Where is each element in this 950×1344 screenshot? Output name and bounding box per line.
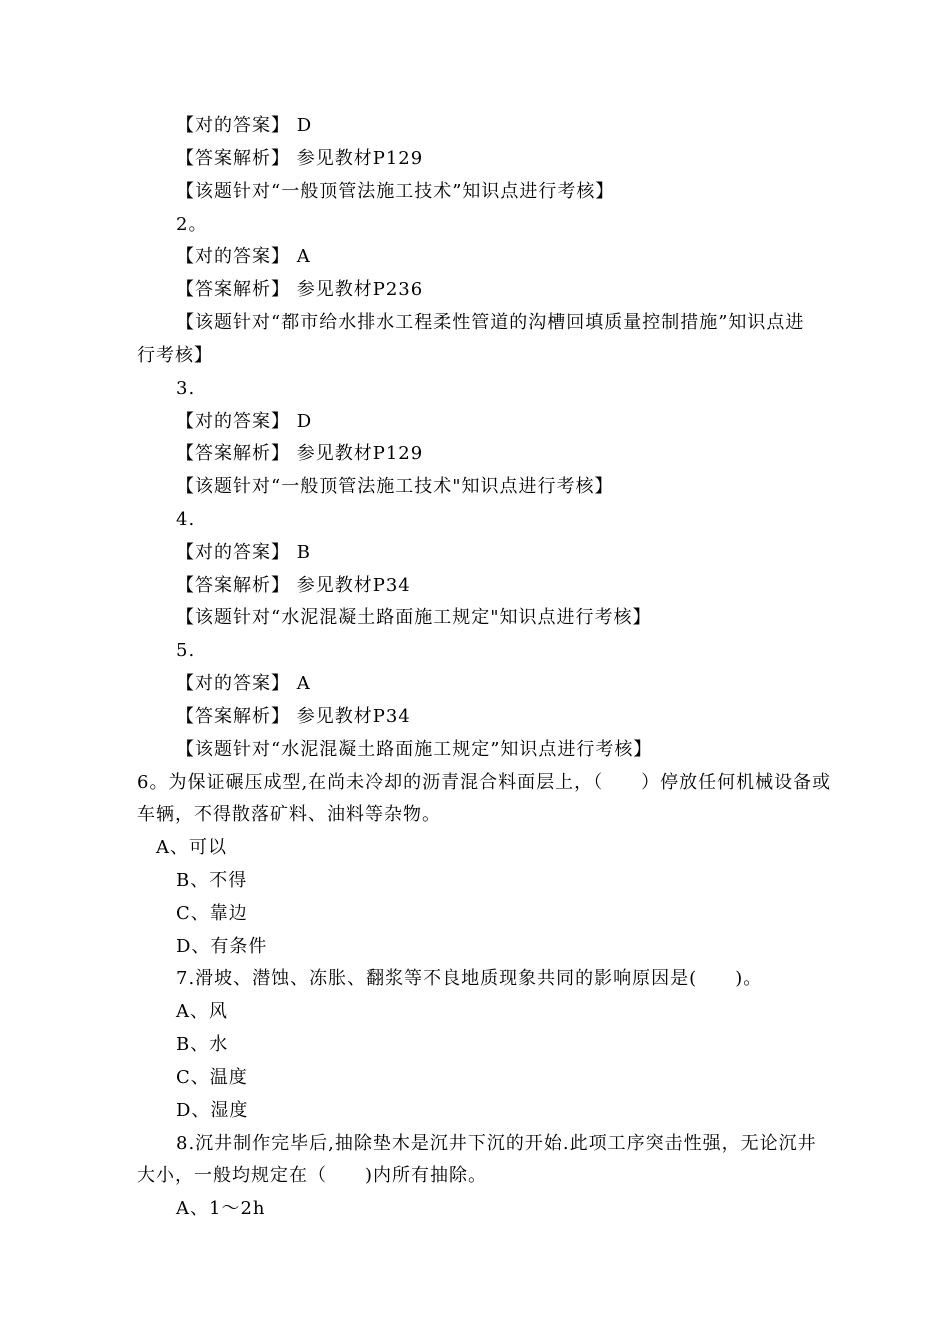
answer-line: 【对的答案】 B xyxy=(176,542,311,563)
topic-line: 【该题针对“一般顶管法施工技术"知识点进行考核】 xyxy=(176,476,614,497)
option-a: A、风 xyxy=(176,1001,228,1022)
question-text-continued: 大小，一般均规定在（ )内所有抽除。 xyxy=(137,1165,488,1186)
question-number: 4. xyxy=(176,509,196,530)
analysis-line: 【答案解析】 参见教材P236 xyxy=(176,279,424,300)
answer-line: 【对的答案】 A xyxy=(176,673,311,694)
question-text: 6。为保证碾压成型,在尚未冷却的沥青混合料面层上，（ ）停放任何机械设备或 xyxy=(137,772,832,793)
question-number: 5. xyxy=(176,640,196,661)
question-text: 7.滑坡、潜蚀、冻胀、翻浆等不良地质现象共同的影响原因是( )。 xyxy=(176,968,763,989)
topic-line: 【该题针对“一般顶管法施工技术”知识点进行考核】 xyxy=(176,181,615,202)
option-a: A、1～2h xyxy=(176,1198,266,1219)
option-d: D、有条件 xyxy=(176,936,268,957)
analysis-line: 【答案解析】 参见教材P34 xyxy=(176,706,411,727)
question-text: 8.沉井制作完毕后,抽除垫木是沉井下沉的开始.此项工序突击性强，无论沉井 xyxy=(176,1133,817,1154)
question-text-continued: 车辆，不得散落矿料、油料等杂物。 xyxy=(137,804,441,825)
topic-line: 【该题针对“水泥混凝土路面施工规定”知识点进行考核】 xyxy=(176,739,653,760)
question-number: 2。 xyxy=(176,214,208,235)
analysis-line: 【答案解析】 参见教材P129 xyxy=(176,443,424,464)
option-b: B、水 xyxy=(176,1034,229,1055)
option-c: C、温度 xyxy=(176,1067,248,1088)
option-d: D、湿度 xyxy=(176,1100,249,1121)
analysis-line: 【答案解析】 参见教材P34 xyxy=(176,575,411,596)
option-b: B、不得 xyxy=(176,870,248,891)
answer-line: 【对的答案】 A xyxy=(176,246,311,267)
topic-line-continued: 行考核】 xyxy=(137,345,213,366)
answer-line: 【对的答案】 D xyxy=(176,411,313,432)
question-number: 3. xyxy=(176,378,196,399)
topic-line: 【该题针对“水泥混凝土路面施工规定"知识点进行考核】 xyxy=(176,607,652,628)
answer-line: 【对的答案】 D xyxy=(176,115,313,136)
topic-line: 【该题针对“都市给水排水工程柔性管道的沟槽回填质量控制措施”知识点进 xyxy=(176,312,805,333)
analysis-line: 【答案解析】 参见教材P129 xyxy=(176,148,424,169)
option-a: A、可以 xyxy=(156,837,227,858)
option-c: C、靠边 xyxy=(176,903,248,924)
